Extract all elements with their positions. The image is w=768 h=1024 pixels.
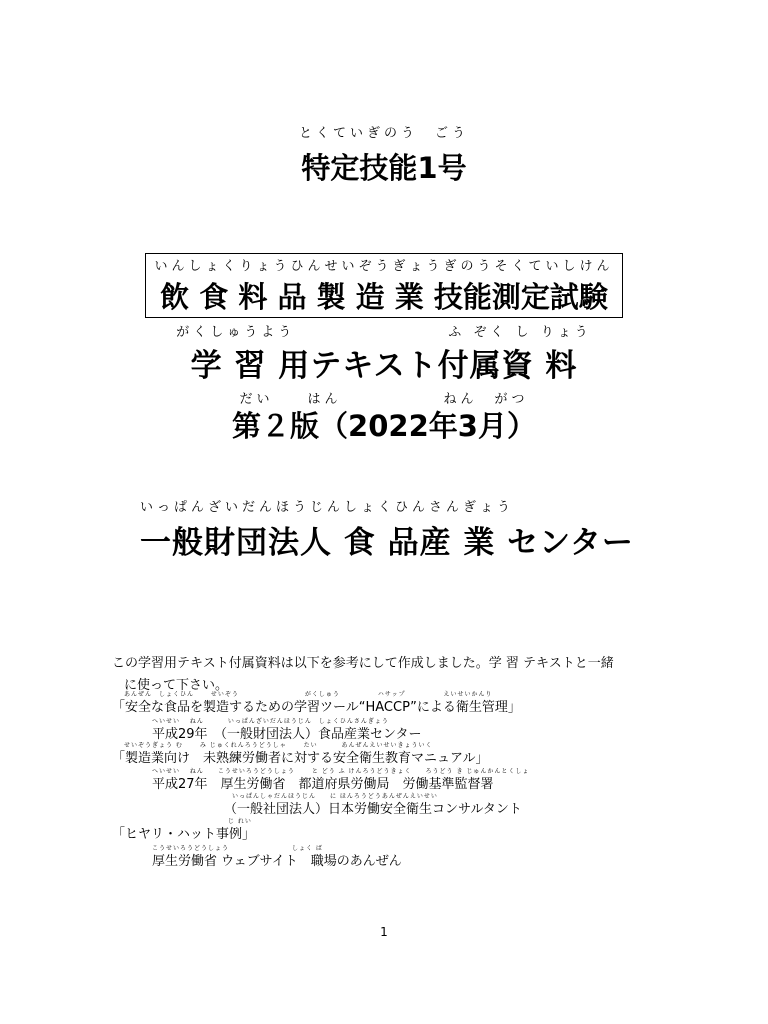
title-ruby-4: だい はん ねん がつ — [239, 392, 529, 407]
intro-line-1: この学習用テキスト付属資料は以下を参考にして作成しました。学 習 テキストと一緒 — [112, 656, 614, 671]
reference-title: 「製造業向け 未熟練労働者に対する安全衛生教育マニュアル」 — [112, 751, 489, 766]
reference-title: 「安全な食品を製造するための学習ツール“HACCP”による衛生管理」 — [112, 700, 521, 715]
title-supplementary-material: 学 習 用テキスト付属資 料 — [190, 348, 578, 384]
reference-source: 厚生労働省 ウェブサイト 職場のあんぜん — [152, 854, 402, 869]
title-exam-name: 飲 食 料 品 製 造 業 技能測定試験 — [160, 280, 608, 314]
title-ruby-1: とくていぎのう ごう — [298, 126, 469, 141]
reference-ruby: じ れい — [228, 818, 252, 825]
reference-source: （一般社団法人）日本労働安全衛生コンサルタント — [224, 802, 522, 817]
reference-ruby: あんぜん しょくひん せいぞう がくしゅう ハサップ えいせいかんり — [124, 691, 493, 698]
title-ruby-3: がくしゅうよう ふ ぞく し りょう — [176, 325, 592, 340]
page-number: 1 — [380, 925, 388, 939]
reference-source: 平成27年 厚生労働省 都道府県労働局 労働基準監督署 — [152, 777, 494, 792]
publisher-name: 一般財団法人 食 品産 業 センター — [140, 525, 634, 561]
reference-ruby: せいぞうぎょう む み じゅくれんろうどうしゃ たい あんぜんえいせいきょういく — [124, 742, 433, 749]
title-edition: 第２版（2022年3月） — [232, 409, 536, 443]
title-ruby-2: いんしょくりょうひんせいぞうぎょうぎのうそくていしけん — [154, 259, 614, 274]
intro-line-2: に使って下さい。 — [124, 678, 229, 693]
reference-source: 平成29年 （一般財団法人）食品産業センター — [152, 727, 422, 742]
title-specified-skill: 特定技能1号 — [301, 151, 467, 185]
reference-ruby: いっぱんしゃだんほうじん に ほんろうどうあんぜんえいせい — [232, 793, 438, 800]
reference-title: 「ヒヤリ・ハット事例」 — [112, 827, 256, 842]
reference-ruby: こうせいろうどうしょう しょく ば — [152, 845, 323, 852]
reference-ruby: へいせい ねん いっぱんざいだんほうじん しょくひんさんぎょう — [152, 718, 389, 725]
publisher-ruby: いっぱんざいだんほうじんしょくひんさんぎょう — [140, 500, 515, 515]
reference-ruby: へいせい ねん こうせいろうどうしょう と どう ふ けんろうどうきょく ろうどう き じゅんかんとくしょ — [152, 768, 530, 775]
